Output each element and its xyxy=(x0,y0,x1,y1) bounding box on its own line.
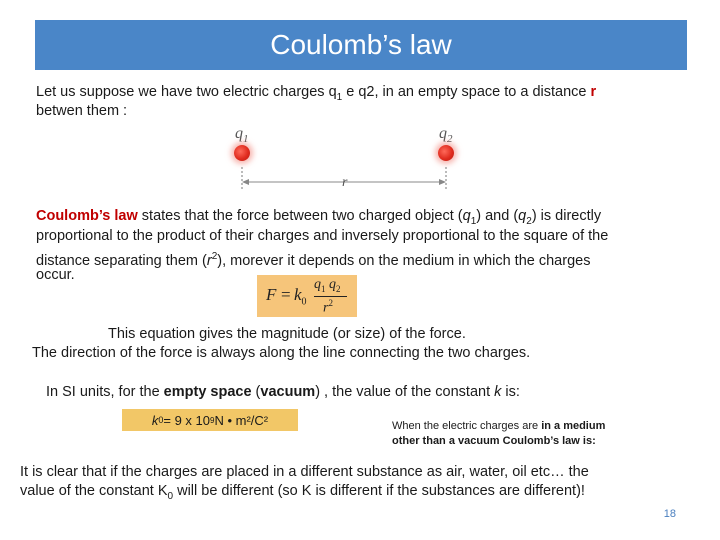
q1-label: $q_1$ xyxy=(235,125,249,146)
intro-line-1: Let us suppose we have two electric charges $q_1$ e q2, in an empty space to a distance r xyxy=(36,84,597,103)
conclusion-line-2: value of the constant $K_0$ will be different (so K is different if the substances are different)! xyxy=(20,483,585,502)
law-line-4: occur. xyxy=(36,267,75,283)
law-line-2: proportional to the product of their charges and inversely proportional to the square of the xyxy=(36,228,609,244)
charges-diagram xyxy=(226,125,466,197)
formula-denominator: $r^2$ xyxy=(323,298,333,316)
distance-r-label: r xyxy=(590,84,597,100)
intro-line-2: betwen them : xyxy=(36,103,128,119)
law-line-3: distance separating them $(r^2)$, morever it depends on the medium in which the charges xyxy=(36,251,591,269)
formula-numerator: $q_1$ $q_2$ xyxy=(314,277,341,294)
medium-note-line-2: other than a vacuum Coulomb’s law is: xyxy=(392,435,596,447)
title-bar xyxy=(35,20,687,70)
law-name: Coulomb’s law xyxy=(36,208,138,224)
page-number: 18 xyxy=(663,508,676,520)
slide-title: Coulomb’s law xyxy=(270,29,452,60)
si-units-line: In SI units, for the empty space (vacuum) , the value of the constant k is: xyxy=(46,384,520,400)
magnitude-line: This equation gives the magnitude (or size) of the force. xyxy=(108,326,466,342)
diagram-r-label: r xyxy=(342,175,348,190)
k-value-box: k 0 = 9 x 10 9 N • m²/C² xyxy=(122,409,298,431)
law-line-1: Coulomb’s law states that the force between two charged object $(q_1)$ and $(q_2)$ is directly xyxy=(36,208,602,227)
coulomb-formula: F = $k_0$ $q_1$ $q_2$ $r^2$ xyxy=(257,275,357,317)
medium-note-line-1: When the electric charges are in a medium xyxy=(392,420,606,432)
fraction-bar xyxy=(314,296,347,297)
conclusion-line-1: It is clear that if the charges are placed in a different substance as air, water, oil etc… the xyxy=(20,464,589,480)
direction-line: The direction of the force is always along the line connecting the two charges. xyxy=(32,345,531,361)
q2-label: $q_2$ xyxy=(439,125,453,146)
